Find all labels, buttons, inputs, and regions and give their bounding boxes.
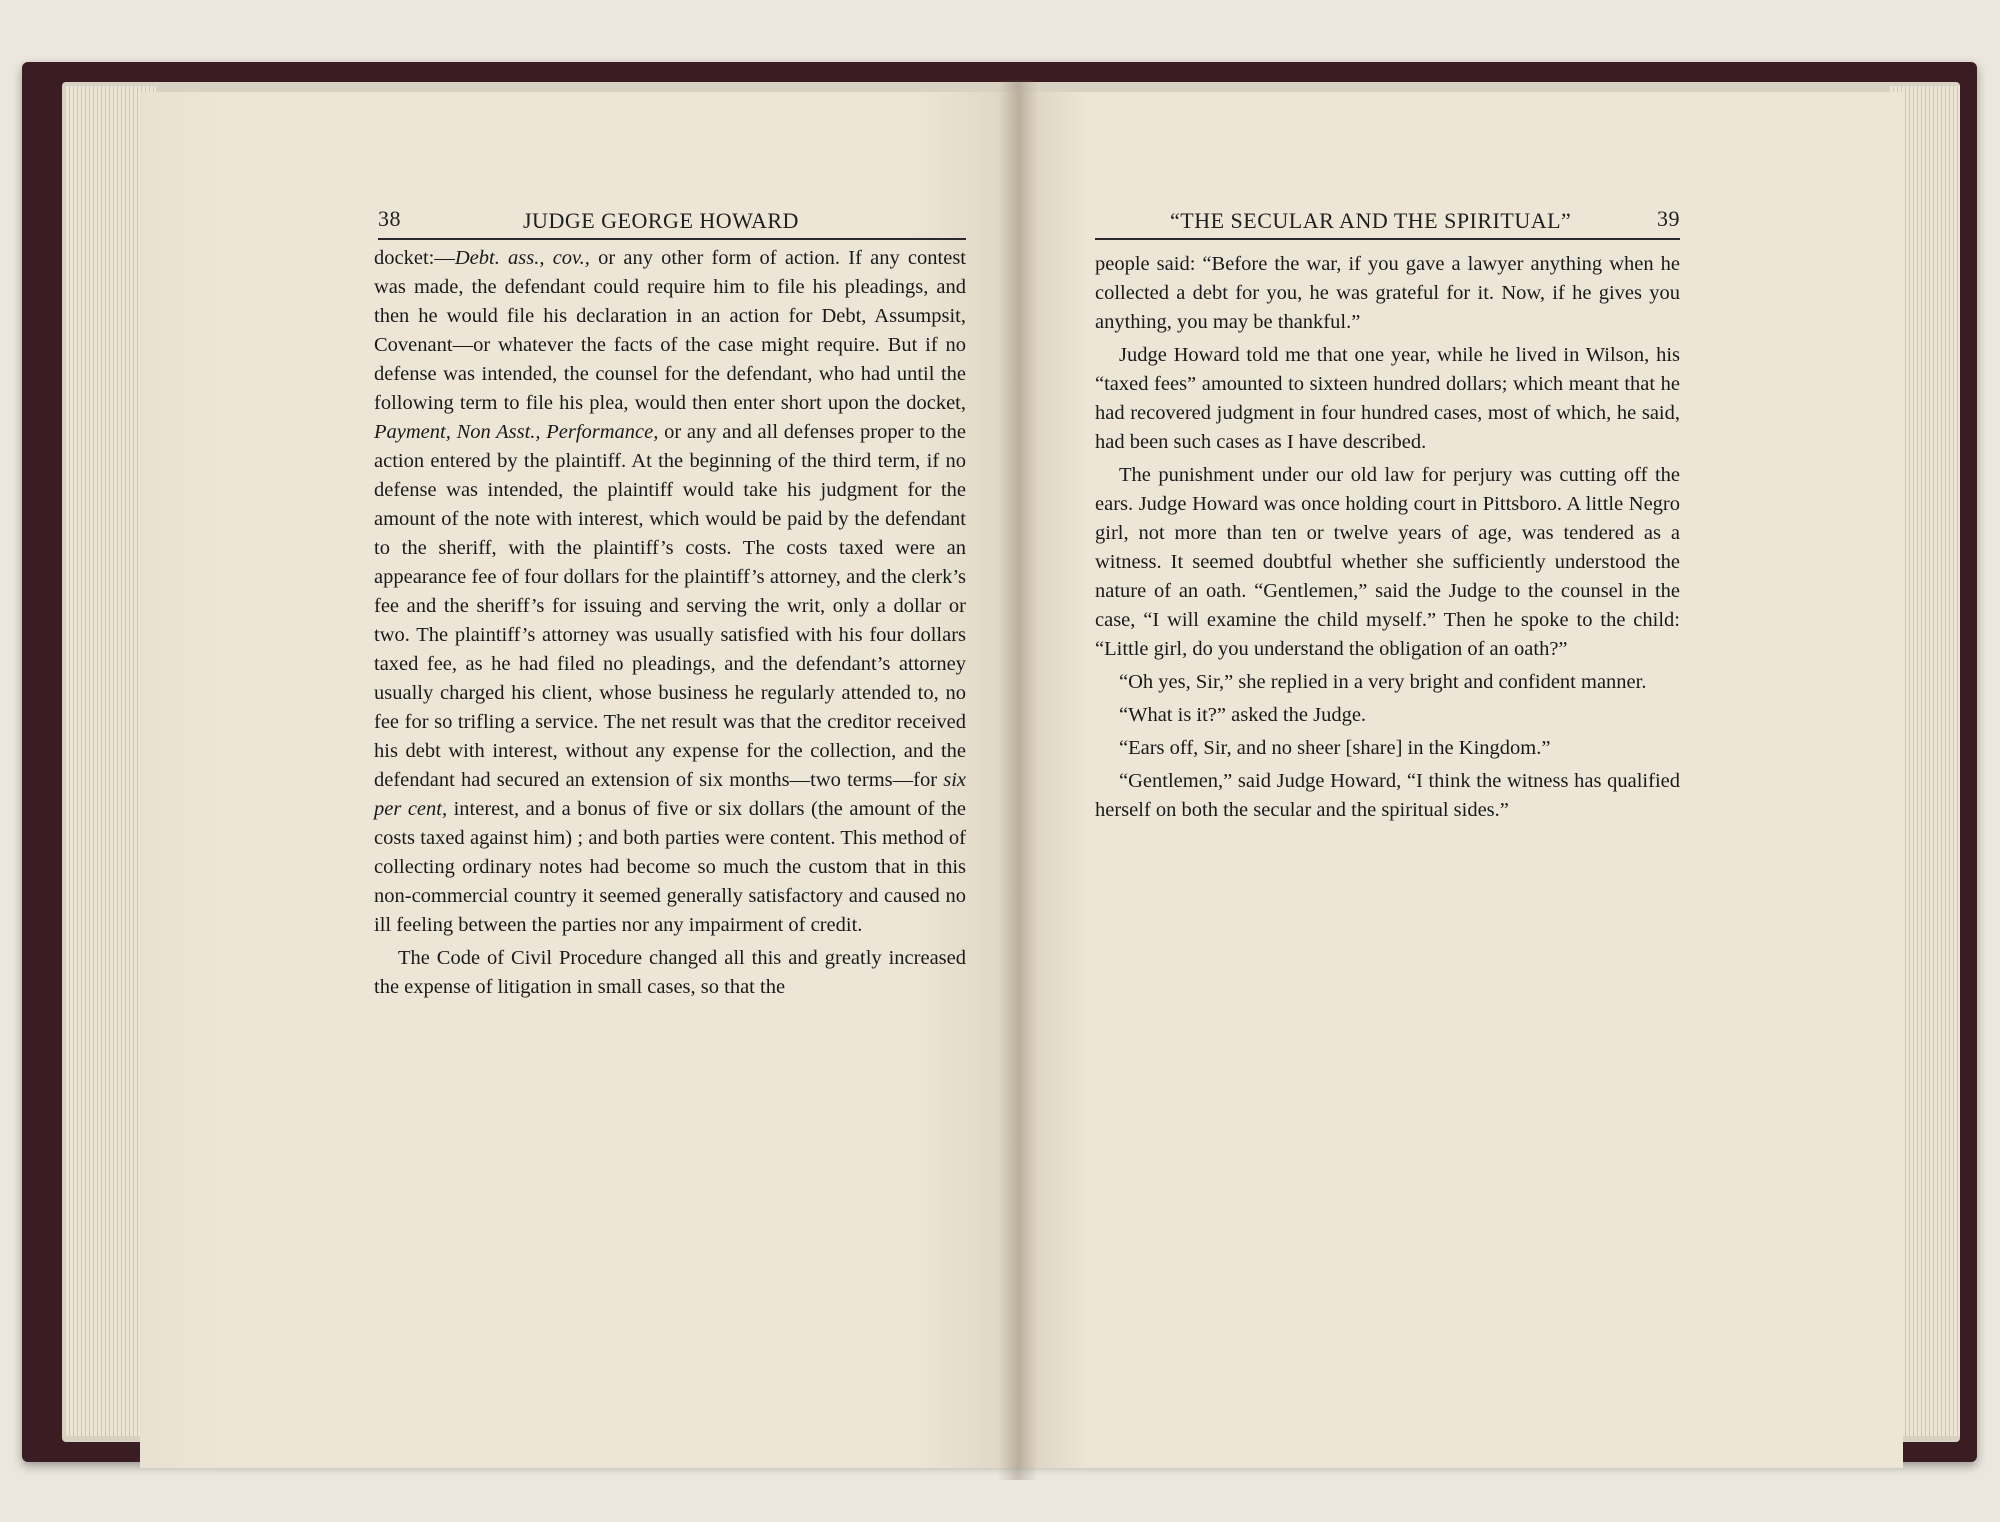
text-run: The punishment under our old law for perjury was cutting off the ears. Judge Howard was once holding court in Pittsboro. A little Negro girl, not more than ten or twelve years of age, was tendered as a witness. It seemed doubtful whether she sufficiently understood the nature of an oath. “Gentlemen,” said the Judge to the counsel in the case, “I will examine the child myself.” Then he spoke to the child: “Little girl, do you understand the obligation of an oath?” bbox=[1095, 464, 1680, 660]
right-page-number: 39 bbox=[1657, 206, 1680, 231]
text-run: people said: “Before the war, if you gave a lawyer anything when he collected a debt for you, he was grateful for it. Now, if he gives you anything, you may be thankful.” bbox=[1095, 253, 1680, 333]
left-page-text bbox=[374, 244, 966, 1002]
right-running-head bbox=[1095, 206, 1680, 240]
paragraph bbox=[374, 244, 966, 940]
paragraph bbox=[1095, 767, 1680, 825]
paragraph bbox=[1095, 668, 1680, 697]
paragraph bbox=[1095, 701, 1680, 730]
paragraph bbox=[1095, 250, 1680, 337]
text-run: “Gentlemen,” said Judge Howard, “I think the witness has qualified herself on both the secular and the spiritual sides.” bbox=[1095, 770, 1680, 821]
italic-text: Payment, Non Asst., Performance, bbox=[374, 421, 659, 443]
book-gutter bbox=[998, 80, 1038, 1480]
text-run: The Code of Civil Procedure changed all this and greatly increased the expense of litigation in small cases, so that the bbox=[374, 947, 966, 998]
right-running-title: “THE SECULAR AND THE SPIRITUAL” bbox=[1170, 208, 1572, 233]
text-run: “What is it?” asked the Judge. bbox=[1119, 704, 1367, 726]
text-run: docket:— bbox=[374, 247, 455, 269]
left-running-title: JUDGE GEORGE HOWARD bbox=[523, 208, 799, 233]
paragraph bbox=[374, 944, 966, 1002]
text-run: or any and all defenses proper to the action entered by the plaintiff. At the beginning of the third term, if no defense was intended, the plaintiff would take his judgment for the amount of the note with interest, which would be paid by the defendant to the sheriff, with the plaintiff’s costs. The costs taxed were an appearance fee of four dollars for the plaintiff’s attorney, and the clerk’s fee and the sheriff’s for issuing and serving the writ, only a dollar or two. The plaintiff’s attorney was usually satisfied with his four dollars taxed fee, as he had filed no pleadings, and the defendant’s attorney usually charged his client, whose business he regularly attended to, no fee for so trifling a service. The net result was that the creditor received his debt with interest, without any expense for the collection, and the defendant had secured an extension of six months—two terms—for bbox=[374, 421, 966, 791]
paragraph bbox=[1095, 461, 1680, 664]
right-page-text bbox=[1095, 250, 1680, 825]
paragraph bbox=[1095, 734, 1680, 763]
left-page-number: 38 bbox=[378, 206, 401, 231]
left-running-head bbox=[378, 206, 966, 240]
text-run: “Ears off, Sir, and no sheer [share] in the Kingdom.” bbox=[1119, 737, 1551, 759]
text-run: Judge Howard told me that one year, while he lived in Wilson, his “taxed fees” amounted to sixteen hundred dollars; which meant that he had recovered judgment in four hundred cases, most of which, he said, had been such cases as I have described. bbox=[1095, 344, 1680, 453]
text-run: or any other form of action. If any contest was made, the defendant could require him to file his pleadings, and then he would file his declaration in an action for Debt, Assumpsit, Covenant—or whatever the facts of the case might require. But if no defense was intended, the counsel for the defendant, who had until the following term to file his plea, would then enter short upon the docket, bbox=[374, 247, 966, 414]
italic-text: Debt. ass., cov., bbox=[454, 247, 590, 269]
paragraph bbox=[1095, 341, 1680, 457]
italic-text: six per cent, bbox=[374, 769, 966, 820]
text-run: interest, and a bonus of five or six dollars (the amount of the costs taxed against him) ; and both parties were content. This method of collecting ordinary notes had become so much the custom that in this non-commercial country it seemed generally satisfactory and caused no ill feeling between the parties nor any impairment of credit. bbox=[374, 798, 966, 936]
text-run: “Oh yes, Sir,” she replied in a very bright and confident manner. bbox=[1119, 671, 1647, 693]
